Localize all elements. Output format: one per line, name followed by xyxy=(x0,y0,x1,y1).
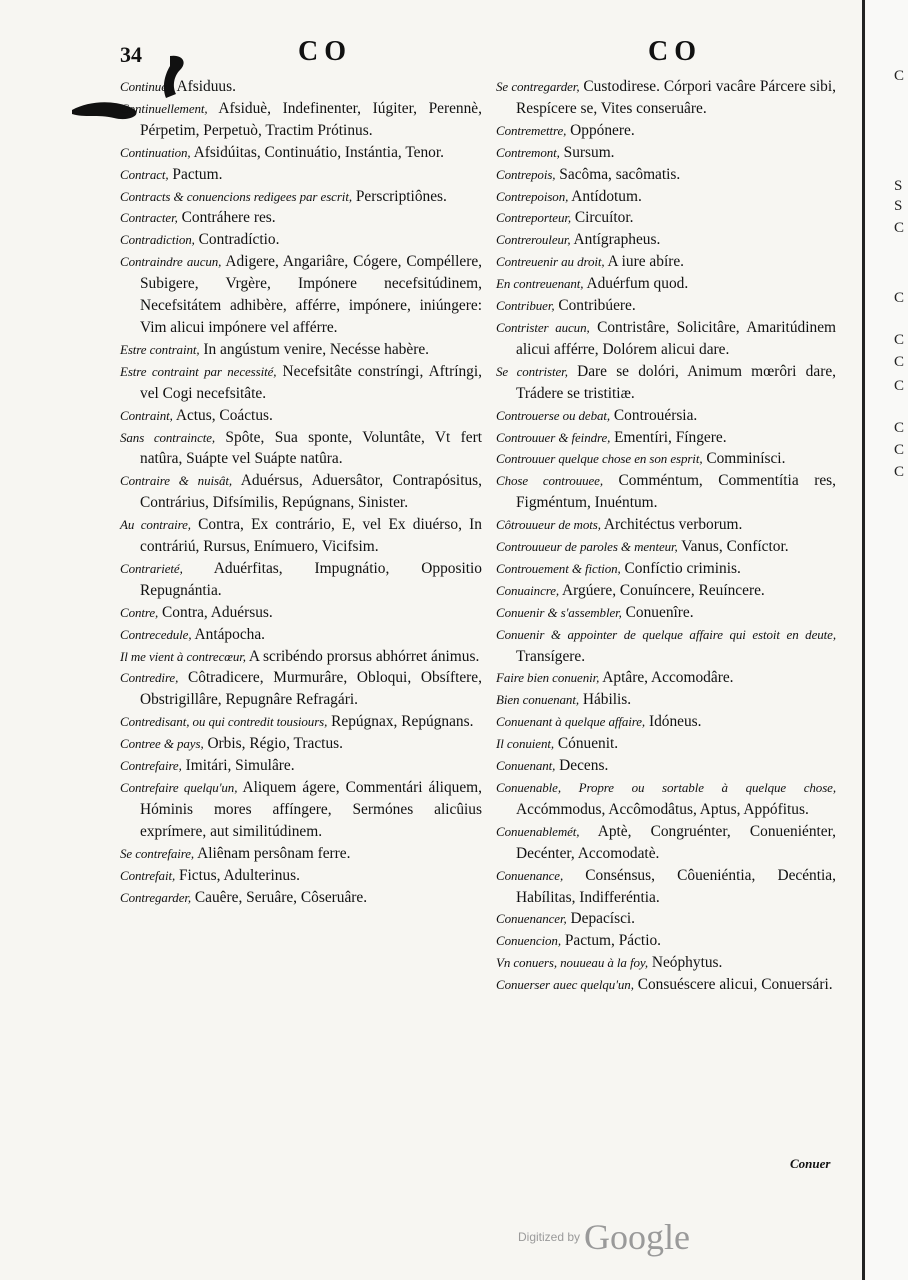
entry-translation: Côtradicere, Murmurâre, Obloqui, Obsíftere, Obstrigillâre, Repugnâre Refragári. xyxy=(140,669,482,709)
entry-translation: Imitári, Simulâre. xyxy=(181,757,295,775)
entry-headword: Se contrefaire, xyxy=(120,845,195,861)
entry-headword: Il conuient, xyxy=(496,736,555,752)
entry-headword: Contregarder, xyxy=(120,889,192,905)
entry-translation: Perscriptiônes. xyxy=(351,187,447,205)
dictionary-entry xyxy=(496,76,836,120)
next-page-letter: C xyxy=(894,464,905,480)
dictionary-entry xyxy=(496,733,836,755)
dictionary-entry xyxy=(496,777,836,821)
dictionary-entry xyxy=(496,295,836,317)
entry-translation: Aduérsus, Aduersâtor, Contrapósitus, Contrárius, Difsímilis, Repúgnans, Sinister. xyxy=(140,472,482,512)
entry-translation: Confíctio criminis. xyxy=(620,559,741,577)
entry-headword: Contreporteur, xyxy=(496,210,572,226)
entry-translation: Pactum, Páctio. xyxy=(560,932,662,950)
entry-translation: Actus, Coáctus. xyxy=(172,406,273,424)
dictionary-entry xyxy=(120,887,482,909)
dictionary-entry xyxy=(496,689,836,711)
entry-translation: Conuenîre. xyxy=(621,603,694,621)
entry-headword: Contrarieté, xyxy=(120,560,183,576)
dictionary-entry xyxy=(120,339,482,361)
entry-headword: Continuation, xyxy=(120,144,191,160)
entry-headword: Contre, xyxy=(120,604,159,620)
dictionary-entry xyxy=(496,667,836,689)
entry-translation: Aptè, Congruénter, Conueniénter, Decénter, Accomodatè. xyxy=(516,822,836,862)
entry-headword: Au contraire, xyxy=(120,517,191,533)
entry-headword: Contraindre aucun, xyxy=(120,254,222,270)
dictionary-entry xyxy=(120,251,482,339)
dictionary-entry xyxy=(496,865,836,909)
dictionary-entry xyxy=(496,624,836,668)
dictionary-entry xyxy=(120,602,482,624)
entry-translation: In angústum venire, Necésse habère. xyxy=(199,340,430,358)
entry-headword: Contredire, xyxy=(120,670,179,686)
dictionary-entry xyxy=(496,470,836,514)
dictionary-entry xyxy=(120,558,482,602)
entry-translation: Sursum. xyxy=(559,143,615,161)
entry-headword: Contremont, xyxy=(496,144,560,160)
dictionary-entry xyxy=(120,733,482,755)
entry-headword: Chose controuuee, xyxy=(496,473,603,489)
entry-translation: Pactum. xyxy=(168,165,223,183)
entry-translation: Ementíri, Fíngere. xyxy=(610,428,727,446)
dictionary-entry xyxy=(496,821,836,865)
dictionary-entry xyxy=(496,120,836,142)
entry-headword: Contribuer, xyxy=(496,298,555,314)
next-page-letter: C xyxy=(894,354,905,370)
entry-headword: Il me vient à contrecœur, xyxy=(120,648,246,664)
entry-headword: Sans contraincte, xyxy=(120,429,216,445)
entry-translation: Aliênam persônam ferre. xyxy=(194,844,351,862)
right-column xyxy=(496,76,836,996)
dictionary-entry xyxy=(120,142,482,164)
dictionary-entry xyxy=(496,536,836,558)
entry-translation: Hábilis. xyxy=(578,691,632,709)
dictionary-entry xyxy=(120,755,482,777)
entry-translation: Decens. xyxy=(555,757,609,775)
entry-headword: Se contregarder, xyxy=(496,79,580,94)
entry-translation: Architéctus verborum. xyxy=(600,516,743,534)
entry-translation: Cauêre, Seruâre, Côseruâre. xyxy=(191,888,368,906)
entry-translation: Dare se dolóri, Animum mœrôri dare, Trádere se tristitiæ. xyxy=(516,362,837,402)
dictionary-entry xyxy=(496,361,836,405)
entry-translation: Repúgnax, Repúgnans. xyxy=(327,713,474,731)
entry-headword: Conuerser auec quelqu'un, xyxy=(496,977,634,993)
dictionary-entry xyxy=(496,427,836,449)
page-number: 34 xyxy=(120,42,142,67)
entry-translation: Custodirese. Córpori vacâre Párcere sibi, Respícere se, Vites conseruâre. xyxy=(516,78,836,117)
google-logo: Google xyxy=(584,1217,691,1257)
dictionary-entry xyxy=(120,865,482,887)
next-page-letter: S xyxy=(894,178,903,194)
entry-translation: Controuérsia. xyxy=(610,406,698,424)
entry-headword: Contradiction, xyxy=(120,232,195,248)
entry-translation: Neóphytus. xyxy=(648,954,723,972)
entry-headword: En contreuenant, xyxy=(496,276,584,292)
dictionary-entry xyxy=(120,405,482,427)
entry-headword: Controuuer quelque chose en son esprit, xyxy=(496,451,703,467)
catchword: Conuer xyxy=(790,1156,831,1171)
next-page-letter: C xyxy=(894,420,905,436)
entry-headword: Vn conuers, nouueau à la foy, xyxy=(496,955,648,971)
dictionary-entry xyxy=(120,646,482,668)
entry-headword: Contrepoison, xyxy=(496,188,569,204)
entry-headword: Conuenir & appointer de quelque affaire qui estoit en deute, xyxy=(496,626,836,642)
entry-translation: Contra, Ex contrário, E, vel Ex diuérso, In contráriú, Rursus, Enímuero, Vicifsim. xyxy=(140,516,483,556)
entry-headword: Contremettre, xyxy=(496,122,567,138)
dictionary-entry xyxy=(496,952,836,974)
entry-headword: Conuencion, xyxy=(496,933,561,949)
entry-headword: Contrefaire, xyxy=(120,758,182,774)
entry-headword: Contreuenir au droit, xyxy=(496,254,605,270)
entry-translation: Argúere, Conuíncere, Reuíncere. xyxy=(559,581,765,599)
entry-headword: Conuaincre, xyxy=(496,582,560,598)
entry-translation: Contribúere. xyxy=(554,297,636,315)
left-column xyxy=(120,76,482,908)
entry-translation: Antápocha. xyxy=(191,625,266,643)
entry-headword: Contracter, xyxy=(120,210,178,226)
entry-translation: Contráhere res. xyxy=(177,209,276,227)
entry-translation: Depacísci. xyxy=(566,910,636,928)
dictionary-entry xyxy=(496,974,836,996)
next-page-letter: C xyxy=(894,332,905,348)
dictionary-entry xyxy=(496,558,836,580)
dictionary-entry xyxy=(120,667,482,711)
dictionary-entry xyxy=(120,164,482,186)
next-page-letter: C xyxy=(894,220,905,236)
dictionary-entry xyxy=(496,602,836,624)
dictionary-entry xyxy=(496,405,836,427)
entry-translation: Cónuenit. xyxy=(554,735,619,753)
running-head-right: CO xyxy=(648,36,702,67)
entry-translation: Consuéscere alicui, Conuersári. xyxy=(633,976,833,994)
dictionary-entry xyxy=(120,229,482,251)
entry-translation: Afsidúitas, Continuátio, Instántia, Tenor. xyxy=(190,143,444,161)
entry-headword: Bien conuenant, xyxy=(496,692,579,708)
dictionary-entry xyxy=(120,624,482,646)
dictionary-entry xyxy=(120,186,482,208)
entry-headword: Conuenancer, xyxy=(496,911,567,927)
entry-headword: Controuerse ou debat, xyxy=(496,407,611,423)
entry-headword: Continuel, xyxy=(120,79,174,94)
entry-translation: Transígere. xyxy=(516,647,586,665)
entry-translation: Comméntum, Commentítia res, Figméntum, Inuéntum. xyxy=(516,472,836,512)
dictionary-entry xyxy=(496,448,836,470)
dictionary-entry xyxy=(120,98,482,142)
entry-headword: Contraire & nuisât, xyxy=(120,473,233,489)
entry-translation: Aduérfum quod. xyxy=(583,275,689,293)
entry-translation: Comminísci. xyxy=(702,450,786,468)
entry-translation: Contra, Aduérsus. xyxy=(158,603,273,621)
entry-headword: Conuenant à quelque affaire, xyxy=(496,714,646,730)
dictionary-entry xyxy=(496,755,836,777)
entry-headword: Estre contraint, xyxy=(120,341,200,357)
entry-headword: Contraint, xyxy=(120,407,173,423)
entry-translation: Oppónere. xyxy=(566,121,635,139)
entry-translation: Sacôma, sacômatis. xyxy=(555,165,681,183)
entry-translation: Afsiduus. xyxy=(173,78,236,95)
entry-translation: Idóneus. xyxy=(645,713,702,731)
next-page-letter: C xyxy=(894,378,905,394)
entry-headword: Contrecedule, xyxy=(120,626,192,642)
entry-translation: Afsiduè, Indefinenter, Iúgiter, Perennè, Pérpetim, Perpetuò, Tractim Prótinus. xyxy=(140,99,482,139)
entry-headword: Controuueur de paroles & menteur, xyxy=(496,539,678,555)
dictionary-entry xyxy=(496,186,836,208)
entry-headword: Contracts & conuencions redigees par escrit, xyxy=(120,188,352,204)
entry-headword: Conuenablemét, xyxy=(496,823,580,839)
entry-headword: Conuenant, xyxy=(496,758,556,774)
dictionary-entry xyxy=(120,207,482,229)
entry-translation: Aptâre, Accomodâre. xyxy=(599,669,734,687)
entry-headword: Contract, xyxy=(120,166,169,182)
entry-translation: A iure abíre. xyxy=(604,253,685,271)
entry-translation: Antígrapheus. xyxy=(570,231,661,249)
entry-headword: Faire bien conuenir, xyxy=(496,670,600,686)
entry-headword: Controuuer & feindre, xyxy=(496,429,611,445)
next-page-letter: C xyxy=(894,68,905,84)
entry-headword: Contrefaire quelqu'un, xyxy=(120,780,238,795)
dictionary-entry xyxy=(496,908,836,930)
entry-headword: Contrerouleur, xyxy=(496,232,571,248)
running-head-left: CO xyxy=(298,36,352,67)
entry-translation: A scribéndo prorsus abhórret ánimus. xyxy=(245,647,480,665)
entry-translation: Necefsitâte constríngi, Aftríngi, vel Cogi necefsitâte. xyxy=(140,362,482,402)
entry-headword: Côtrouueur de mots, xyxy=(496,517,601,533)
entry-headword: Estre contraint par necessité, xyxy=(120,363,277,379)
entry-headword: Contredisant, ou qui contredit tousiours, xyxy=(120,714,328,730)
entry-translation: Adigere, Angariâre, Cógere, Compéllere, Subigere, Vrgère, Impónere necefsitúdinem, Necefsitátem adhibère, afférre, impónere, iniúngere: Vim alicui impónere vel afférre. xyxy=(140,253,482,336)
next-page-edge xyxy=(866,0,908,1280)
entry-headword: Contrepois, xyxy=(496,166,556,182)
entry-headword: Continuellement, xyxy=(120,100,208,116)
dictionary-entry xyxy=(496,514,836,536)
entry-headword: Conuenir & s'assembler, xyxy=(496,604,622,620)
entry-translation: Fictus, Adulterinus. xyxy=(175,866,300,884)
entry-headword: Controuement & fiction, xyxy=(496,560,621,576)
digitized-watermark: Digitized by Google xyxy=(518,1217,691,1257)
dictionary-entry xyxy=(496,207,836,229)
entry-headword: Contree & pays, xyxy=(120,736,204,752)
entry-headword: Se contrister, xyxy=(496,363,568,379)
dictionary-entry xyxy=(120,711,482,733)
dictionary-entry xyxy=(120,777,482,843)
dictionary-entry xyxy=(496,317,836,361)
dictionary-entry xyxy=(120,76,482,98)
dictionary-entry xyxy=(120,470,482,514)
entry-headword: Contrister aucun, xyxy=(496,319,590,335)
next-page-letter: S xyxy=(894,198,903,214)
dictionary-entry xyxy=(496,930,836,952)
entry-headword: Contrefait, xyxy=(120,867,176,883)
gutter-shadow xyxy=(862,0,865,1280)
dictionary-entry xyxy=(496,711,836,733)
entry-translation: Aliquem ágere, Commentári áliquem, Hóminis mores affíngere, Sermónes alicûius exprímere, aut similitúdinem. xyxy=(140,779,482,840)
dictionary-entry xyxy=(496,273,836,295)
dictionary-entry xyxy=(496,164,836,186)
entry-translation: Consénsus, Côueniéntia, Decéntia, Habílitas, Indifferéntia. xyxy=(516,866,836,906)
entry-translation: Contristâre, Solicitâre, Amaritúdinem alicui afférre, Dolórem alicui dare. xyxy=(516,318,836,358)
entry-headword: Conuenable, Propre ou sortable à quelque chose, xyxy=(496,780,836,795)
entry-translation: Antídotum. xyxy=(568,187,642,205)
dictionary-entry xyxy=(120,427,482,471)
dictionary-entry xyxy=(120,514,482,558)
entry-headword: Conuenance, xyxy=(496,867,564,883)
dictionary-entry xyxy=(496,251,836,273)
entry-translation: Orbis, Régio, Tractus. xyxy=(203,735,343,753)
dictionary-entry xyxy=(496,229,836,251)
next-page-letter: C xyxy=(894,442,905,458)
next-page-letter: C xyxy=(894,290,905,306)
dictionary-entry xyxy=(496,142,836,164)
dictionary-entry xyxy=(120,843,482,865)
entry-translation: Vanus, Confíctor. xyxy=(677,538,789,556)
entry-translation: Aduérfitas, Impugnátio, Oppositio Repugnántia. xyxy=(140,559,482,599)
dictionary-entry xyxy=(120,361,482,405)
entry-translation: Spôte, Sua sponte, Voluntâte, Vt fert natûra, Suápte vel Suápte natûra. xyxy=(140,428,482,468)
entry-translation: Circuítor. xyxy=(571,209,634,227)
entry-translation: Contradíctio. xyxy=(194,231,280,249)
entry-translation: Accómmodus, Accômodâtus, Aptus, Appófitus. xyxy=(516,800,809,818)
dictionary-entry xyxy=(496,580,836,602)
